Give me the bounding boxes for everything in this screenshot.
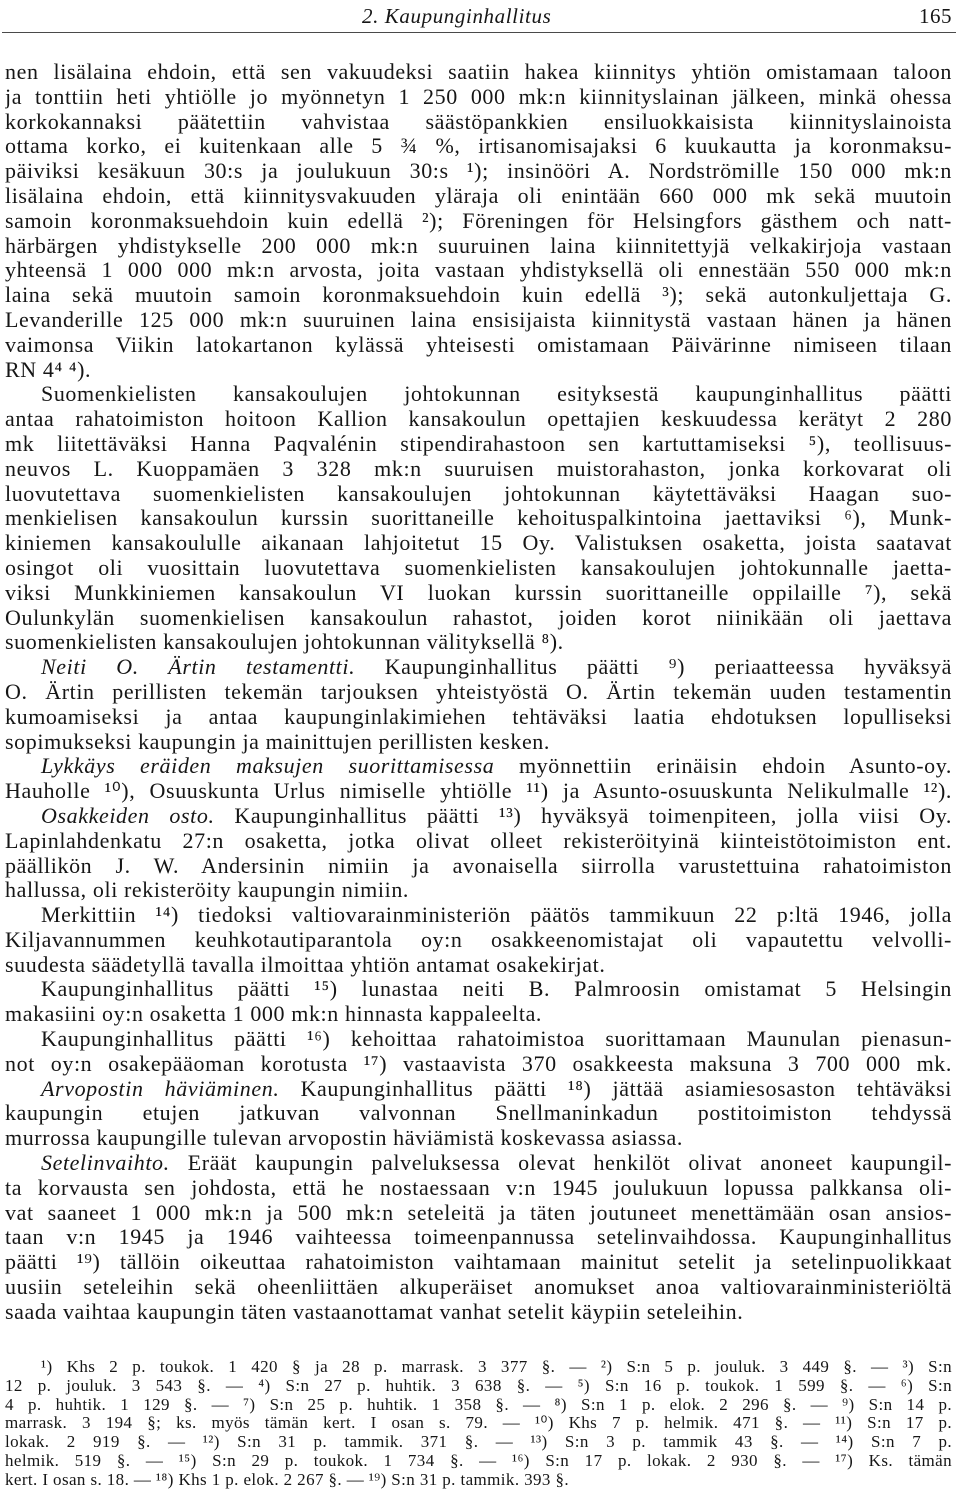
line-text: not oy:n osakepääoman korotusta ¹⁷) vastaavista 370 osakkeesta maksuna 3 700 000 mk. [5, 1051, 952, 1076]
footnote-line [5, 1433, 952, 1452]
text-line [5, 258, 952, 283]
line-text: samoin koronmaksuehdoin kuin edellä ²); Föreningen för Helsingfors gästhem och natt- [5, 208, 952, 233]
line-text: luovutettava suomenkielisten kansakoulujen johtokunnan käytettäväksi Haagan suo- [5, 481, 952, 506]
italic-heading: Lykkäys eräiden maksujen suorittamisessa [41, 754, 495, 779]
paragraph [5, 1077, 952, 1151]
text-line [5, 556, 952, 581]
text-line [5, 878, 952, 903]
text-line [5, 829, 952, 854]
line-text: Lapinlahdenkatu 27:n osaketta, jotka olivat olleet rekisteröityinä kiinteistötoimiston ent. [5, 828, 952, 853]
text-line [5, 209, 952, 234]
line-text: Oulunkylän suomenkielisen kansakoulun rahastot, joiden korot niinikään oli jaettava [5, 605, 952, 630]
text-line [5, 680, 952, 705]
text-line [5, 1275, 952, 1300]
text-line [5, 1101, 952, 1126]
text-line [5, 730, 952, 755]
footnote-text: kert. I osan s. 18. — ¹⁸) Khs 1 p. elok. 2 267 §. — ¹⁹) S:n 31 p. tammik. 393 §. [5, 1470, 570, 1489]
paragraph [5, 977, 952, 1027]
text-line [5, 85, 952, 110]
text-line [5, 1151, 952, 1176]
text-line [5, 754, 952, 779]
line-text: Kaupunginhallitus päätti ⁹) periaatteessa hyväksyä [384, 655, 952, 680]
text-line [5, 457, 952, 482]
text-line [5, 953, 952, 978]
text-line [5, 1176, 952, 1201]
italic-heading: Arvopostin häviäminen. [41, 1076, 280, 1101]
line-text: myönnettiin erinäisin ehdoin Asunto-oy. [518, 754, 952, 779]
line-text: härbärgen yhdistykselle 200 000 mk:n suuruinen laina kiinnitettyjä velkakirjoja vastaan [5, 233, 952, 258]
footnote-line [5, 1414, 952, 1433]
line-text: Suomenkielisten kansakoulujen johtokunnan esityksestä kaupunginhallitus päätti [41, 382, 952, 407]
line-text: ta korvausta sen johdosta, että he nostaessaan v:n 1945 joulukuun lopussa palkkansa oli- [5, 1175, 952, 1200]
header-divider [2, 32, 956, 33]
page-header [0, 3, 960, 29]
line-text: Kaupunginhallitus päätti ¹⁶) kehoittaa rahatoimistoa suorittamaan Maunulan pienasun- [41, 1027, 952, 1052]
text-line [5, 358, 952, 383]
text-line [5, 506, 952, 531]
text-line [5, 308, 952, 333]
text-line [5, 1300, 952, 1325]
text-line [5, 407, 952, 432]
footnote-line [5, 1396, 952, 1415]
text-line [5, 432, 952, 457]
line-text: sopimukseksi kaupungin ja mainittujen perillisten kesken. [5, 729, 551, 754]
line-text: päiviksi kesäkuun 30:s ja joulukuun 30:s ¹); insinööri A. Nordströmille 150 000 mk:n [5, 159, 952, 184]
paragraph [5, 903, 952, 977]
line-text: mk liitettäväksi Hanna Paqvalénin stipendirahastoon sen kartuttamiseksi ⁵), teollisuus- [5, 431, 952, 456]
line-text: nen lisälaina ehdoin, että sen vakuudeksi saatiin hakea kiinnitys yhtiön omistamaan taloon [5, 60, 952, 84]
text-line [5, 60, 952, 85]
line-text: Hauholle ¹⁰), Osuuskunta Urlus nimiselle yhtiölle ¹¹) ja Asunto-osuuskunta Nelikulmalle ¹²). [5, 779, 952, 804]
line-text: O. Ärtin perillisten tekemän tarjouksen yhteistyöstä O. Ärtin tekemän uuden testamentin [5, 679, 952, 704]
text-line [5, 482, 952, 507]
italic-heading: Neiti O. Ärtin testamentti. [41, 655, 356, 680]
text-line [5, 779, 952, 804]
text-line [5, 1027, 952, 1052]
paragraph [5, 60, 952, 382]
line-text: antaa rahatoimiston hoitoon Kallion kansakoulun opettajien keskuudessa kerätyt 2 280 [5, 407, 952, 432]
line-text: osingot oli vuosittain luovutettava suomenkielisten kansakoulujen johtokunnalle jaetta- [5, 555, 952, 580]
text-line [5, 1225, 952, 1250]
line-text: makasiini oy:n osaketta 1 000 mk:n hinnasta kappaleelta. [5, 1002, 543, 1027]
line-text: ja tonttiin heti yhtiölle jo myönnetyn 1 250 000 mk:n kiinnityslainan jälkeen, minkä ohessa [5, 84, 952, 109]
line-text: Levanderille 125 000 mk:n suuruinen laina ensisijaista kiinnitystä vastaan hänen ja hänen [5, 307, 952, 332]
line-text: hallussa, oli rekisteröity kaupungin nimiin. [5, 878, 410, 903]
footnote-line [5, 1452, 952, 1471]
line-text: neuvos L. Kuoppamäen 3 328 mk:n suuruisen muistorahaston, jonka korkovarat oli [5, 456, 952, 481]
body-text [5, 60, 952, 1325]
line-text: Kaupunginhallitus päätti ¹⁸) jättää asiamiesosaston tehtäväksi [300, 1076, 952, 1101]
line-text: ottama korko, ei kuitenkaan alle 5 ¾ %, irtisanomisajaksi 6 kuukautta ja koronmaksu- [5, 134, 952, 159]
line-text: Eräät kaupungin palveluksessa olevat henkilöt olivat anoneet kaupungil- [187, 1151, 952, 1176]
line-text: kumoamiseksi ja antaa kaupunginlakimiehen tehtäväksi laatia ehdotuksen lopulliseksi [5, 704, 952, 729]
line-text: suomenkielisten kansakoulujen johtokunnan välityksellä ⁸). [5, 630, 564, 655]
line-text: RN 4⁴ ⁴). [5, 357, 92, 382]
footnote-text: helmik. 519 §. — ¹⁵) S:n 29 p. toukok. 1 734 §. — ¹⁶) S:n 17 p. lokak. 2 930 §. — ¹⁷) Ks. tämän [5, 1451, 952, 1470]
footnote-line [5, 1471, 952, 1490]
footnotes [5, 1358, 952, 1490]
text-line [5, 1126, 952, 1151]
italic-heading: Osakkeiden osto. [41, 803, 215, 828]
text-line [5, 1052, 952, 1077]
section-title: 2. Kaupunginhallitus [362, 4, 552, 28]
line-text: viksi Munkkiniemen kansakoulun VI luokan kurssin suorittaneille oppilaille ⁷), sekä [5, 580, 952, 605]
footnote-text: lokak. 2 919 §. — ¹²) S:n 31 p. tammik. 371 §. — ¹³) S:n 3 p. tammik 43 §. — ¹⁴) S:n 7 p. [5, 1433, 952, 1452]
line-text: Kaupunginhallitus päätti ¹³) hyväksyä toimenpiteen, jolla viisi Oy. [234, 803, 952, 828]
text-line [5, 655, 952, 680]
text-line [5, 531, 952, 556]
line-text: kaupungin etujen jatkuvan valvonnan Snellmaninkadun postitoimiston tehdyssä [5, 1101, 952, 1126]
text-line [5, 1250, 952, 1275]
footnote-text: 4 p. huhtik. 1 129 §. — ⁷) S:n 25 p. huhtik. 1 358 §. — ⁸) S:n 1 p. elok. 2 296 §. — ⁹) S:n 14 p. [5, 1395, 952, 1414]
text-line [5, 977, 952, 1002]
line-text: lisälaina ehdoin, että kiinnitysvakuuden yläraja oli enintään 660 000 mk sekä muutoin [5, 183, 952, 208]
line-text: taan v:n 1945 ja 1946 vaihteessa toimeenpannussa setelinvaihdossa. Kaupunginhallitus [5, 1225, 952, 1250]
paragraph [5, 754, 952, 804]
text-line [5, 630, 952, 655]
italic-heading: Setelinvaihto. [41, 1151, 170, 1176]
text-line [5, 581, 952, 606]
line-text: saada vaihtaa kaupungin täten vastaanottamat vanhat setelit käypiin seteleihin. [5, 1299, 744, 1324]
paragraph [5, 655, 952, 754]
text-line [5, 1201, 952, 1226]
line-text: murrossa kaupungille tulevan arvopostin häviämistä koskevassa asiassa. [5, 1126, 684, 1151]
line-text: laina sekä muutoin samoin koronmaksuehdoin kuin edellä ³); sekä autonkuljettaja G. [5, 283, 952, 308]
line-text: uusiin seteleihin sekä oheenliittäen alkuperäiset anomukset anoa valtiovarainministeriöltä [5, 1275, 952, 1300]
footnote-text: 12 p. jouluk. 3 543 §. — ⁴) S:n 27 p. huhtik. 3 638 §. — ⁵) S:n 16 p. toukok. 1 599 §. — ⁶) S:n [5, 1376, 952, 1395]
line-text: suudesta säädetyllä tavalla ilmoittaa yhtiön antamat osakekirjat. [5, 952, 606, 977]
line-text: vat saaneet 1 000 mk:n ja 500 mk:n seteleitä ja täten joutuneet menettämään osan ansios- [5, 1200, 952, 1225]
text-line [5, 110, 952, 135]
text-line [5, 333, 952, 358]
text-line [5, 234, 952, 259]
paragraph [5, 382, 952, 655]
text-line [5, 159, 952, 184]
line-text: Merkittiin ¹⁴) tiedoksi valtiovarainministeriön päätös tammikuun 22 p:ltä 1946, jolla [41, 903, 952, 928]
line-text: päällikön J. W. Andersinin nimiin ja avonaisella siirrolla varustettuina rahatoimiston [5, 853, 952, 878]
text-line [5, 804, 952, 829]
line-text: vaimonsa Viikin latokartanon kylässä yhteisesti omistamaan Päivärinne nimiseen tilaan [5, 332, 952, 357]
text-line [5, 184, 952, 209]
line-text: päätti ¹⁹) tällöin oikeuttaa rahatoimiston vaihtamaan mainitut setelit ja setelinpuolikkaat [5, 1250, 952, 1275]
paragraph [5, 1027, 952, 1077]
text-line [5, 134, 952, 159]
footnote-line [5, 1358, 952, 1377]
footnote-text: ¹) Khs 2 p. toukok. 1 420 § ja 28 p. marrask. 3 377 §. — ²) S:n 5 p. jouluk. 3 449 §. — ³) S:n [41, 1358, 952, 1376]
page-number: 165 [919, 4, 952, 28]
text-line [5, 854, 952, 879]
line-text: menkielisen kansakoulun kurssin suorittaneille kehoituspalkintoina jaettaviksi ⁶), Munk- [5, 506, 952, 531]
line-text: korkokannaksi päätettiin vahvistaa säästöpankkien ensiluokkaisista kiinnityslainoista [5, 109, 952, 134]
text-line [5, 903, 952, 928]
paragraph [5, 1151, 952, 1325]
text-line [5, 382, 952, 407]
footnote-line [5, 1377, 952, 1396]
line-text: Kaupunginhallitus päätti ¹⁵) lunastaa neiti B. Palmroosin omistamat 5 Helsingin [41, 977, 952, 1002]
paragraph [5, 804, 952, 903]
footnote-text: marrask. 3 194 §; ks. myös tämän kert. I osan s. 79. — ¹⁰) Khs 7 p. helmik. 471 §. — ¹¹) S:n 17 p. [5, 1414, 952, 1433]
line-text: Kiljavannummen keuhkotautiparantola oy:n osakkeenomistajat oli vapautettu velvolli- [5, 927, 952, 952]
line-text: yhteensä 1 000 000 mk:n arvosta, joita vastaan yhdistyksellä oli ennestään 550 000 mk:n [5, 258, 952, 283]
text-line [5, 705, 952, 730]
text-line [5, 1002, 952, 1027]
text-line [5, 928, 952, 953]
line-text: kiniemen kansakoululle aikanaan lahjoitetut 15 Oy. Valistuksen osaketta, joista saatavat [5, 531, 952, 556]
text-line [5, 283, 952, 308]
text-line [5, 606, 952, 631]
text-line [5, 1077, 952, 1102]
